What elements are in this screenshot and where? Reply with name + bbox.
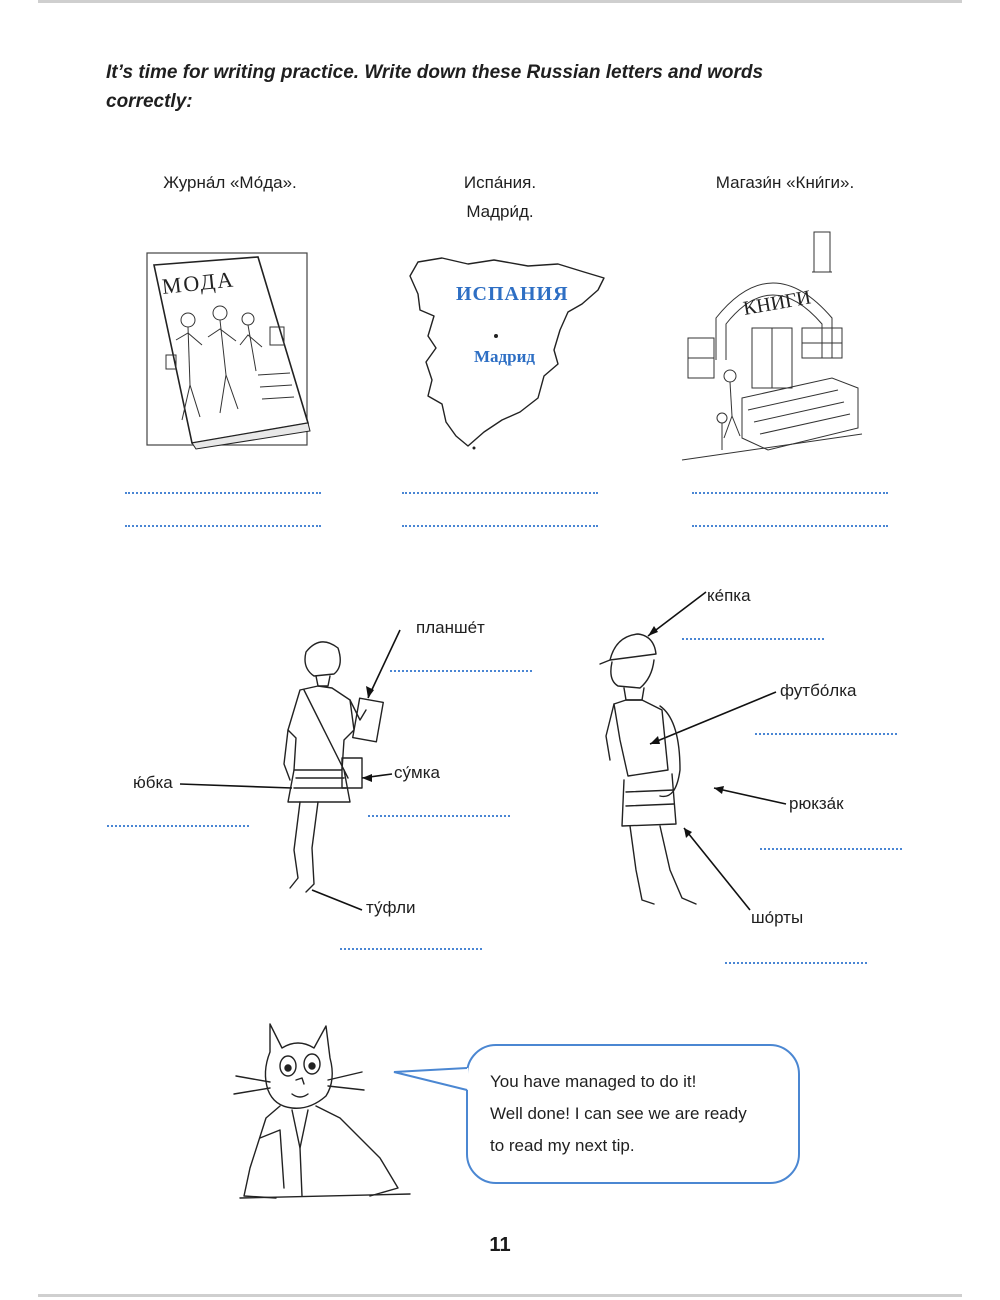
label-skirt: ю́бка <box>133 773 173 792</box>
answer-line[interactable] <box>725 962 867 964</box>
spain-caption-line-2: Мадри́д. <box>466 202 534 221</box>
cat-illustration <box>230 1018 420 1203</box>
answer-line[interactable] <box>107 825 249 827</box>
speech-text <box>490 1066 800 1162</box>
speech-line-1: You have managed to do it! <box>490 1072 697 1091</box>
answer-line[interactable] <box>368 815 510 817</box>
label-shorts: шо́рты <box>751 908 804 927</box>
label-bag: су́мка <box>394 763 440 782</box>
bottom-rule <box>38 1294 962 1297</box>
magazine-title: МОДА <box>160 266 237 299</box>
speech-line-2: Well done! I can see we are ready <box>490 1104 747 1123</box>
speech-bubble-tail <box>390 1064 470 1094</box>
label-cap: ке́пка <box>707 586 751 605</box>
speech-line-3: to read my next tip. <box>490 1136 635 1155</box>
magazine-caption: Журна́л «Мо́да». <box>163 173 297 192</box>
shop-sign: КНИГИ <box>741 286 813 320</box>
shop-caption: Магази́н «Кни́ги». <box>715 173 855 192</box>
spain-caption-line-1: Испа́ния. <box>463 173 537 192</box>
label-tshirt: футбо́лка <box>780 681 857 700</box>
boy-figure <box>596 620 716 915</box>
map-country-label: ИСПАНИЯ <box>456 283 569 305</box>
page-number: 11 <box>489 1234 511 1256</box>
answer-line[interactable] <box>682 638 824 640</box>
label-shoes: ту́фли <box>366 898 416 917</box>
answer-line[interactable] <box>760 848 902 850</box>
label-tablet: планше́т <box>416 618 485 637</box>
answer-line[interactable] <box>340 948 482 950</box>
instruction-line-2: correctly: <box>106 91 193 112</box>
instruction-line-1: It’s time for writing practice. Write down these Russian letters and words <box>106 62 764 83</box>
answer-line[interactable] <box>755 733 897 735</box>
map-city-label: Мадрид <box>474 347 535 366</box>
label-backpack: рюкза́к <box>789 794 844 813</box>
answer-line[interactable] <box>390 670 532 672</box>
